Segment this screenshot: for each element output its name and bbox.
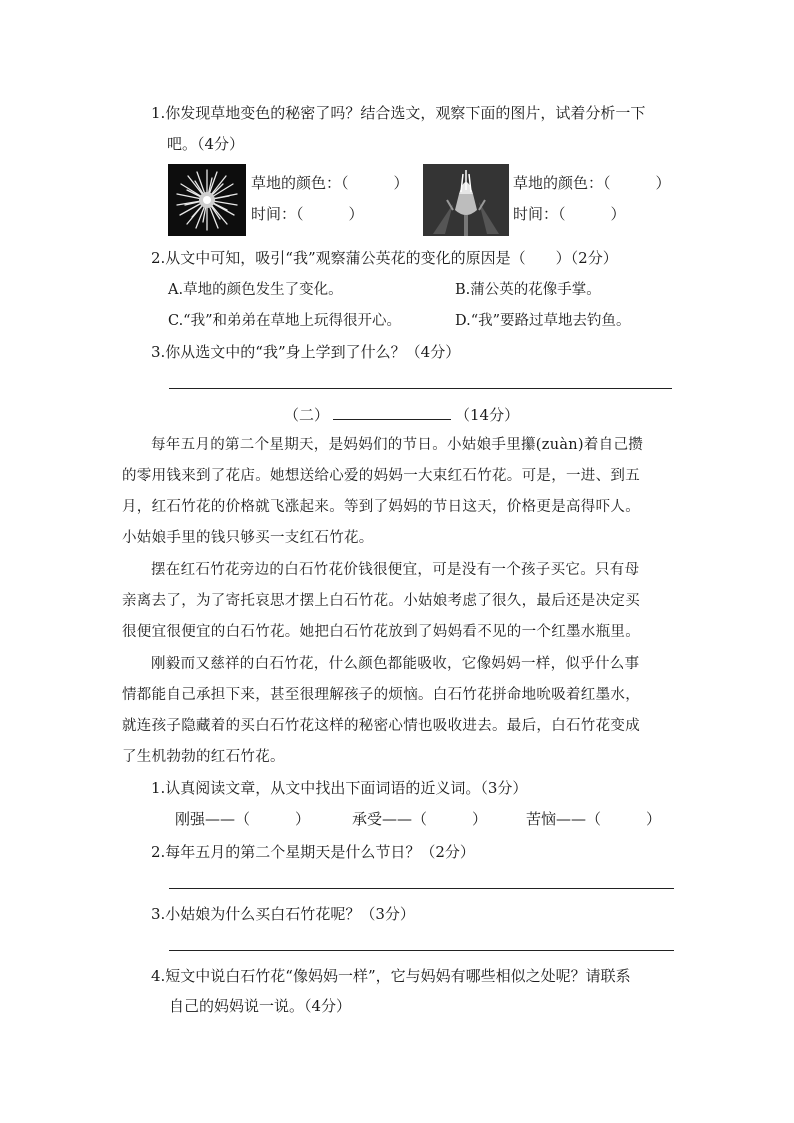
passage-p2-line2: 亲离去了，为了寄托哀思才摆上白石竹花。小姑娘考虑了很久，最后还是决定买 [122,593,640,609]
photo-1-grass-color-blank[interactable]: 草地的颜色：（ ） [251,174,409,192]
passage-p2-line1: 摆在红石竹花旁边的白石竹花价钱很便宜，可是没有一个孩子买它。只有母 [151,562,640,578]
photo-1-time-blank[interactable]: 时间：（ ） [251,205,364,223]
section-title-blank[interactable] [333,404,451,420]
answer-line-part2-q3[interactable] [169,950,674,951]
passage-p1-line1: 每年五月的第二个星期天，是妈妈们的节日。小姑娘手里攥(zuàn)着自己攒 [151,437,644,453]
question-1-line-1: 1.你发现草地变色的秘密了吗？结合选文，观察下面的图片，试着分析一下 [151,104,646,122]
option-c[interactable]: C.“我”和弟弟在草地上玩得很开心。 [168,313,402,329]
passage-p3-line3: 就连孩子隐藏着的买白石竹花这样的秘密心情也吸收进去。最后，白石竹花变成 [122,718,640,734]
synonym-blank-1[interactable]: 刚强——（ ） [175,810,311,828]
passage-p3-line1: 刚毅而又慈祥的白石竹花，什么颜色都能吸收，它像妈妈一样，似乎什么事 [151,656,640,672]
passage-p1-line2: 的零用钱来到了花店。她想送给心爱的妈妈一大束红石竹花。可是，一进、到五 [122,468,640,484]
part2-question-3: 3.小姑娘为什么买白石竹花呢？（3分） [151,905,415,923]
dandelion-flower-icon [168,164,246,236]
passage-p1-line3: 月，红石竹花的价格就飞涨起来。等到了妈妈的节日这天，价格更是高得吓人。 [122,499,640,515]
passage-p1-line4: 小姑娘手里的钱只够买一支红石竹花。 [122,530,374,546]
section-heading-score: （14分） [455,406,520,424]
photo-2-grass-color-blank[interactable]: 草地的颜色：（ ） [513,174,671,192]
part2-question-1: 1.认真阅读文章，从文中找出下面词语的近义词。（3分） [151,779,528,797]
part2-question-4-line-1: 4.短文中说白石竹花“像妈妈一样”，它与妈妈有哪些相似之处呢？请联系 [151,967,631,985]
option-a[interactable]: A.草地的颜色发生了变化。 [168,282,343,298]
option-d[interactable]: D.“我”要路过草地去钓鱼。 [455,313,631,329]
synonym-blank-3[interactable]: 苦恼——（ ） [526,810,662,828]
passage-p2-line3: 很便宜很便宜的白石竹花。她把白石竹花放到了妈妈看不见的一个红墨水瓶里。 [122,624,640,640]
section-heading-prefix: （二） [284,406,330,424]
synonym-blank-2[interactable]: 承受——（ ） [352,810,488,828]
passage-p3-line2: 情都能自己承担下来，甚至很理解孩子的烦恼。白石竹花拼命地吮吸着红墨水， [122,687,640,703]
part2-question-2: 2.每年五月的第二个星期天是什么节日？（2分） [151,843,475,861]
photo-2-time-blank[interactable]: 时间：（ ） [513,205,626,223]
answer-line-part1-q3[interactable] [169,388,672,389]
question-1-line-2: 吧。（4分） [167,135,245,153]
passage-p3-line4: 了生机勃勃的红石竹花。 [122,749,285,765]
dandelion-closed-flower-icon [423,164,509,236]
question-2: 2.从文中可知，吸引“我”观察蒲公英花的变化的原因是（ ）（2分） [151,249,618,267]
section-heading [284,404,519,425]
answer-line-part2-q2[interactable] [169,888,674,889]
question-3: 3.你从选文中的“我”身上学到了什么？（4分） [151,343,461,361]
option-b[interactable]: B.蒲公英的花像手掌。 [455,282,601,298]
part2-question-4-line-2: 自己的妈妈说一说。（4分） [169,997,352,1015]
